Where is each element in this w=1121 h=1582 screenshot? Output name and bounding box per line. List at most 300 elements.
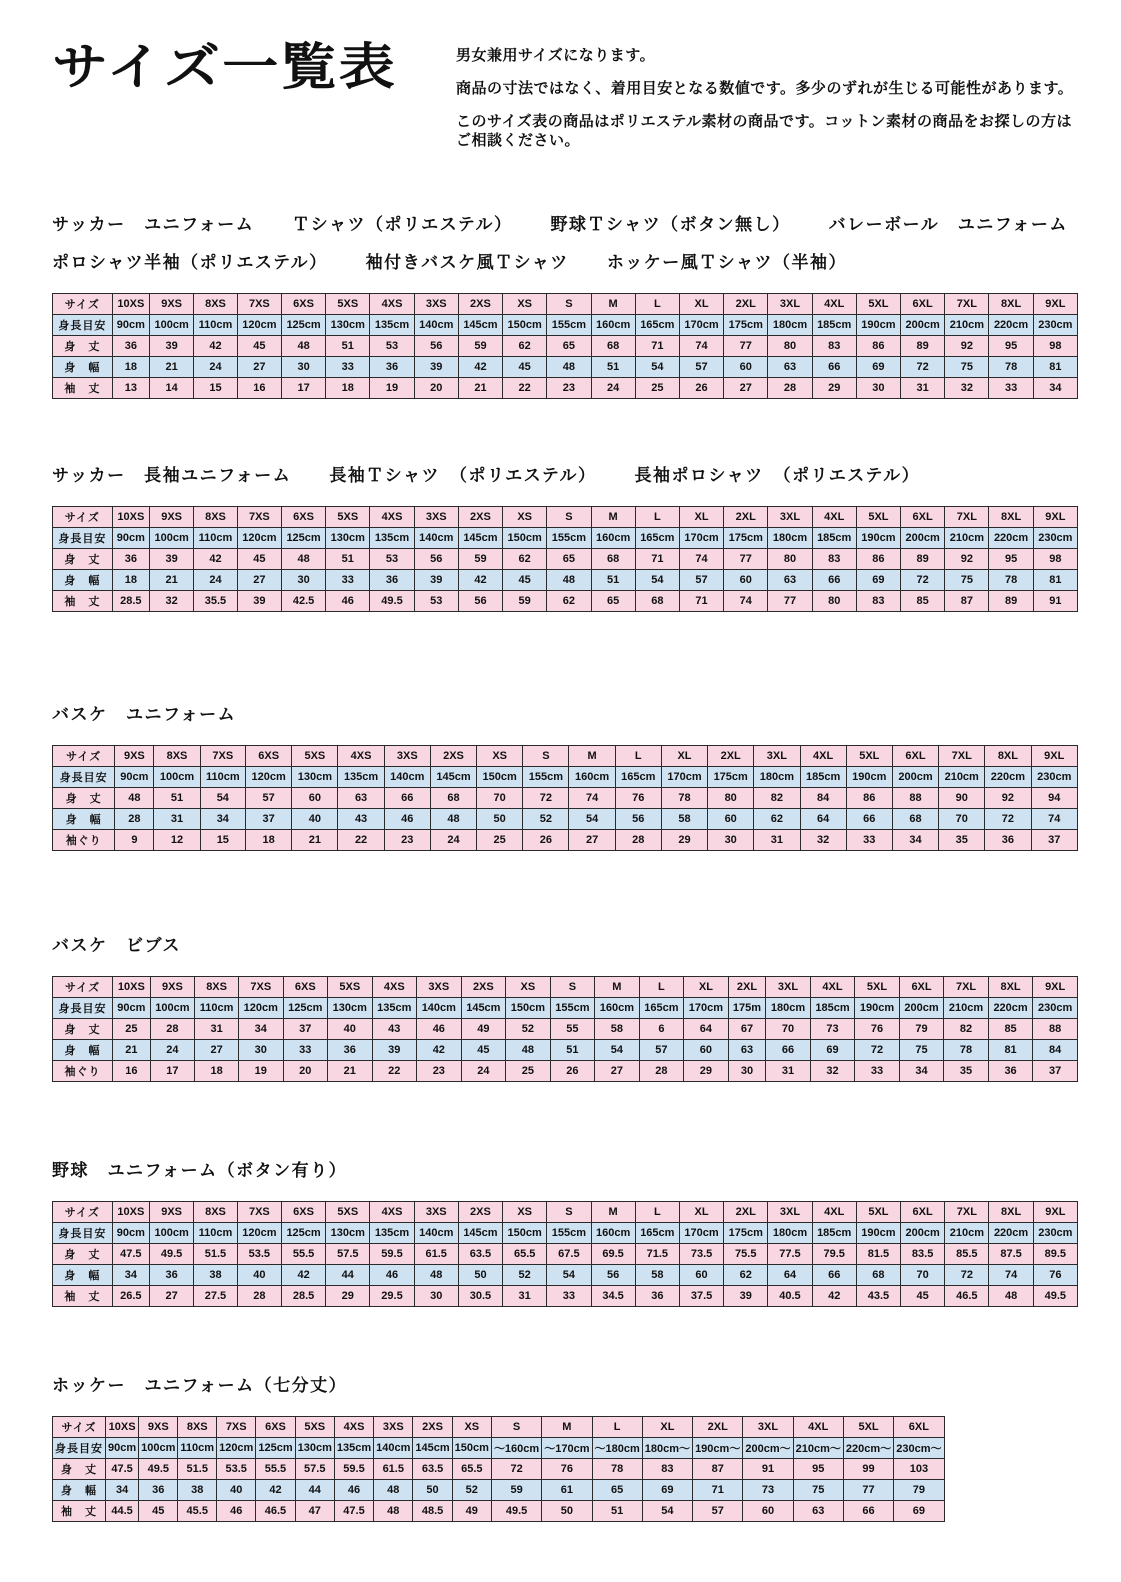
table-row <box>53 1019 1078 1040</box>
size-cell: 83 <box>812 549 856 570</box>
size-cell: 10XS <box>106 1417 139 1438</box>
size-cell: 100cm <box>150 528 194 549</box>
size-cell: 110cm <box>194 315 238 336</box>
size-cell: 165cm <box>635 315 679 336</box>
size-cell: 65.5 <box>452 1459 491 1480</box>
size-table <box>52 745 1078 851</box>
size-cell: 36 <box>112 549 149 570</box>
size-cell: 66 <box>812 570 856 591</box>
size-cell: 3XL <box>766 977 811 998</box>
size-cell: 43 <box>372 1019 417 1040</box>
size-cell: 85 <box>988 1019 1033 1040</box>
size-cell: 22 <box>338 830 384 851</box>
size-cell: 17 <box>281 378 325 399</box>
table-row <box>53 591 1078 612</box>
size-cell: 2XL <box>728 977 766 998</box>
size-cell: 170cm <box>679 528 723 549</box>
size-cell: 80 <box>768 336 812 357</box>
row-label: 袖ぐり <box>53 1061 113 1082</box>
size-cell: 69 <box>810 1040 855 1061</box>
size-cell: 51.5 <box>178 1459 217 1480</box>
size-cell: 47.5 <box>334 1501 373 1522</box>
size-cell: 4XL <box>800 746 846 767</box>
size-cell: 59 <box>503 591 547 612</box>
size-cell: 90cm <box>115 767 154 788</box>
size-cell: 26 <box>550 1061 595 1082</box>
size-cell: 45 <box>901 1286 945 1307</box>
size-cell: 3XS <box>374 1417 413 1438</box>
size-cell: 48 <box>115 788 154 809</box>
size-cell: S <box>547 507 591 528</box>
size-cell: 28.5 <box>281 1286 325 1307</box>
size-cell: 42 <box>458 570 502 591</box>
size-cell: 37 <box>1031 830 1077 851</box>
row-label: 身 幅 <box>53 809 115 830</box>
size-cell: 5XL <box>846 746 892 767</box>
size-cell: S <box>491 1417 541 1438</box>
size-cell: 66 <box>766 1040 811 1061</box>
size-cell: 145cm <box>461 998 506 1019</box>
row-label: 身長目安 <box>53 528 113 549</box>
size-cell: 45 <box>139 1501 178 1522</box>
size-cell: 63 <box>793 1501 843 1522</box>
size-cell: 76 <box>542 1459 592 1480</box>
size-cell: 52 <box>523 809 569 830</box>
size-cell: 78 <box>661 788 707 809</box>
page-title: サイズ一覧表 <box>52 39 397 95</box>
size-cell: 36 <box>985 830 1031 851</box>
row-label: サイズ <box>53 977 113 998</box>
size-cell: 60 <box>724 357 768 378</box>
row-label: 身長目安 <box>53 1223 113 1244</box>
size-cell: 42.5 <box>281 591 325 612</box>
size-cell: 69.5 <box>591 1244 635 1265</box>
size-cell: 130cm <box>326 315 370 336</box>
size-cell: 33 <box>326 570 370 591</box>
row-label: 身 幅 <box>53 1480 106 1501</box>
size-cell: 26 <box>523 830 569 851</box>
size-cell: 33 <box>846 830 892 851</box>
product-heading: バレーボール ユニフォーム <box>828 215 1068 234</box>
table-row <box>53 1501 945 1522</box>
size-cell: 33 <box>326 357 370 378</box>
size-table <box>52 976 1078 1082</box>
size-cell: 28 <box>768 378 812 399</box>
size-cell: 200cm <box>901 315 945 336</box>
size-cell: 125cm <box>281 315 325 336</box>
size-cell: 18 <box>195 1061 239 1082</box>
size-cell: 51 <box>326 549 370 570</box>
size-cell: 185cm <box>812 315 856 336</box>
size-cell: 78 <box>989 357 1033 378</box>
size-cell: 54 <box>595 1040 640 1061</box>
size-cell: 76 <box>855 1019 900 1040</box>
size-cell: 4XL <box>812 294 856 315</box>
size-cell: 89 <box>901 549 945 570</box>
size-cell: 5XS <box>326 294 370 315</box>
size-cell: 60 <box>292 788 338 809</box>
size-cell: 160cm <box>595 998 640 1019</box>
row-label: 身 丈 <box>53 549 113 570</box>
size-cell: 57 <box>679 570 723 591</box>
size-cell: 150cm <box>503 1223 547 1244</box>
size-cell: 10XS <box>112 294 149 315</box>
size-cell: 98 <box>1033 336 1077 357</box>
size-cell: 160cm <box>569 767 615 788</box>
size-cell: 8XS <box>195 977 239 998</box>
size-cell: 230cm <box>1033 315 1077 336</box>
size-cell: 80 <box>708 788 754 809</box>
size-cell: 3XL <box>754 746 800 767</box>
size-cell: 220cm <box>988 998 1033 1019</box>
size-cell: 6XS <box>283 977 328 998</box>
size-cell: 88 <box>892 788 938 809</box>
size-cell: 51.5 <box>194 1244 238 1265</box>
size-cell: 30 <box>281 357 325 378</box>
section-heading <box>52 700 1078 725</box>
size-cell: 73 <box>743 1480 793 1501</box>
size-cell: 36 <box>370 570 414 591</box>
size-cell: 49 <box>452 1501 491 1522</box>
size-cell: 53 <box>370 336 414 357</box>
size-cell: 56 <box>591 1265 635 1286</box>
size-cell: 120cm <box>237 315 281 336</box>
size-cell: 46 <box>417 1019 462 1040</box>
size-cell: 2XL <box>724 507 768 528</box>
size-cell: 165cm <box>639 998 684 1019</box>
size-cell: 210cm <box>945 528 989 549</box>
size-cell: 54 <box>569 809 615 830</box>
size-cell: 48 <box>989 1286 1033 1307</box>
size-cell: 71 <box>635 549 679 570</box>
size-cell: XL <box>642 1417 692 1438</box>
size-cell: 9XS <box>150 977 195 998</box>
size-cell: 69 <box>642 1480 692 1501</box>
size-cell: 59 <box>458 549 502 570</box>
size-cell: 71 <box>679 591 723 612</box>
size-cell: 48 <box>430 809 476 830</box>
page-header <box>52 40 1078 164</box>
size-cell: 98 <box>1033 549 1077 570</box>
size-cell: 46.5 <box>945 1286 989 1307</box>
size-cell: 3XL <box>768 507 812 528</box>
size-cell: 100cm <box>150 315 194 336</box>
table-row <box>53 809 1078 830</box>
table-row <box>53 570 1078 591</box>
size-cell: 83.5 <box>901 1244 945 1265</box>
size-cell: 68 <box>591 336 635 357</box>
size-cell: 46.5 <box>256 1501 295 1522</box>
size-cell: 75 <box>945 570 989 591</box>
size-cell: 180cm <box>768 1223 812 1244</box>
size-cell: XL <box>679 1202 723 1223</box>
size-cell: L <box>635 507 679 528</box>
size-cell: 2XL <box>708 746 754 767</box>
size-cell: 50 <box>413 1480 452 1501</box>
size-cell: 62 <box>503 549 547 570</box>
table-row <box>53 1265 1078 1286</box>
row-label: サイズ <box>53 294 113 315</box>
size-cell: 91 <box>1033 591 1077 612</box>
size-cell: 28 <box>237 1286 281 1307</box>
size-cell: 89 <box>901 336 945 357</box>
size-cell: 190cm <box>856 315 900 336</box>
size-cell: 38 <box>194 1265 238 1286</box>
size-cell: 30 <box>239 1040 284 1061</box>
size-cell: 53.5 <box>237 1244 281 1265</box>
size-cell: 37 <box>283 1019 328 1040</box>
size-cell: 200cm <box>899 998 944 1019</box>
size-cell: XS <box>452 1417 491 1438</box>
size-cell: 87.5 <box>989 1244 1033 1265</box>
row-label: 身長目安 <box>53 315 113 336</box>
table-row <box>53 830 1078 851</box>
size-cell: 48.5 <box>413 1501 452 1522</box>
size-cell: 35 <box>944 1061 989 1082</box>
size-cell: 34 <box>112 1265 149 1286</box>
table-row <box>53 1459 945 1480</box>
size-cell: 72 <box>901 357 945 378</box>
size-cell: 38 <box>178 1480 217 1501</box>
size-cell: 92 <box>945 336 989 357</box>
size-cell: 52 <box>506 1019 551 1040</box>
size-cell: 135cm <box>372 998 417 1019</box>
row-label: 袖 丈 <box>53 591 113 612</box>
row-label: 袖 丈 <box>53 378 113 399</box>
row-label: 身 丈 <box>53 1019 113 1040</box>
row-label: サイズ <box>53 1417 106 1438</box>
size-cell: 68 <box>635 591 679 612</box>
size-cell: 90 <box>939 788 985 809</box>
size-cell: 100cm <box>150 998 195 1019</box>
product-heading: ホッケー風Ｔシャツ（半袖） <box>606 253 847 272</box>
size-cell: 39 <box>724 1286 768 1307</box>
row-label: 身 幅 <box>53 1265 113 1286</box>
size-cell: 8XL <box>989 507 1033 528</box>
table-row <box>53 1480 945 1501</box>
row-label: 身 丈 <box>53 336 113 357</box>
size-cell: 54 <box>642 1501 692 1522</box>
size-cell: 58 <box>661 809 707 830</box>
size-cell: 36 <box>635 1286 679 1307</box>
size-cell: 4XL <box>793 1417 843 1438</box>
size-cell: 190cm <box>856 528 900 549</box>
size-cell: 175cm <box>724 1223 768 1244</box>
size-cell: 46 <box>217 1501 256 1522</box>
size-cell: 22 <box>503 378 547 399</box>
size-cell: 66 <box>846 809 892 830</box>
size-cell: 39 <box>372 1040 417 1061</box>
size-cell: 125cm <box>281 528 325 549</box>
size-cell: 4XS <box>370 1202 414 1223</box>
size-cell: 48 <box>414 1265 458 1286</box>
row-label: サイズ <box>53 746 115 767</box>
table-row <box>53 1438 945 1459</box>
size-cell: 160cm <box>591 528 635 549</box>
size-cell: 7XS <box>200 746 245 767</box>
size-cell: 30 <box>414 1286 458 1307</box>
size-cell: 180cm <box>754 767 800 788</box>
size-cell: 140cm <box>417 998 462 1019</box>
size-cell: 72 <box>901 570 945 591</box>
size-cell: 230cm <box>1033 1223 1077 1244</box>
size-cell: 18 <box>112 570 149 591</box>
size-cell: 32 <box>150 591 194 612</box>
size-cell: 230cm～ <box>894 1438 944 1459</box>
row-label: 身長目安 <box>53 1438 106 1459</box>
size-cell: 8XS <box>194 294 238 315</box>
size-cell: 28.5 <box>112 591 149 612</box>
size-cell: 27 <box>150 1286 194 1307</box>
size-cell: 3XL <box>768 294 812 315</box>
size-cell: 49.5 <box>370 591 414 612</box>
size-cell: 87 <box>693 1459 743 1480</box>
size-cell: 49 <box>461 1019 506 1040</box>
row-label: 袖 丈 <box>53 1286 113 1307</box>
size-cell: 72 <box>855 1040 900 1061</box>
size-cell: ～170cm <box>542 1438 592 1459</box>
size-cell: 65 <box>591 591 635 612</box>
size-cell: 45 <box>237 549 281 570</box>
size-cell: 55.5 <box>256 1459 295 1480</box>
size-cell: 6XS <box>281 1202 325 1223</box>
size-cell: 60 <box>684 1040 729 1061</box>
size-cell: 61 <box>542 1480 592 1501</box>
section-heading <box>52 461 1078 486</box>
size-cell: 9XS <box>115 746 154 767</box>
size-cell: 8XL <box>985 746 1031 767</box>
size-cell: 44 <box>326 1265 370 1286</box>
product-heading: 長袖Ｔシャツ （ポリエステル） <box>329 466 597 485</box>
size-cell: 2XL <box>724 294 768 315</box>
size-cell: 91 <box>743 1459 793 1480</box>
row-label: 身 幅 <box>53 357 113 378</box>
section-heading <box>52 1371 1078 1396</box>
size-cell: 71 <box>693 1480 743 1501</box>
product-heading: Ｔシャツ（ポリエステル） <box>292 215 513 234</box>
size-cell: 155cm <box>547 528 591 549</box>
size-cell: 3XS <box>414 294 458 315</box>
size-cell: 185cm <box>800 767 846 788</box>
size-cell: 15 <box>200 830 245 851</box>
size-cell: 28 <box>150 1019 195 1040</box>
size-cell: 150cm <box>503 528 547 549</box>
size-cell: 47.5 <box>112 1244 149 1265</box>
row-label: サイズ <box>53 1202 113 1223</box>
size-cell: S <box>550 977 595 998</box>
size-cell: 44 <box>295 1480 334 1501</box>
size-cell: 56 <box>615 809 661 830</box>
size-cell: 63 <box>338 788 384 809</box>
size-cell: M <box>591 1202 635 1223</box>
size-cell: 69 <box>894 1501 944 1522</box>
size-cell: 56 <box>414 336 458 357</box>
size-cell: 120cm <box>239 998 284 1019</box>
size-cell: 150cm <box>503 315 547 336</box>
size-section <box>52 1371 1078 1522</box>
size-cell: 60 <box>708 809 754 830</box>
size-section <box>52 700 1078 851</box>
table-row <box>53 788 1078 809</box>
size-cell: 71.5 <box>635 1244 679 1265</box>
size-cell: 6XL <box>901 507 945 528</box>
size-cell: 185cm <box>812 528 856 549</box>
size-cell: 16 <box>237 378 281 399</box>
size-cell: 7XL <box>945 1202 989 1223</box>
size-cell: 55.5 <box>281 1244 325 1265</box>
size-cell: 68 <box>892 809 938 830</box>
size-cell: 7XS <box>237 294 281 315</box>
size-cell: 103 <box>894 1459 944 1480</box>
size-cell: 5XS <box>326 1202 370 1223</box>
size-cell: 58 <box>595 1019 640 1040</box>
size-cell: 47 <box>295 1501 334 1522</box>
size-cell: 84 <box>800 788 846 809</box>
size-cell: ～160cm <box>491 1438 541 1459</box>
size-cell: 49.5 <box>1033 1286 1077 1307</box>
size-cell: 48 <box>547 357 591 378</box>
size-cell: 135cm <box>338 767 384 788</box>
size-cell: 29 <box>684 1061 729 1082</box>
size-cell: 62 <box>754 809 800 830</box>
size-cell: M <box>542 1417 592 1438</box>
sections <box>52 210 1078 1522</box>
table-row <box>53 378 1078 399</box>
size-cell: 73.5 <box>679 1244 723 1265</box>
size-cell: 20 <box>283 1061 328 1082</box>
size-cell: 95 <box>793 1459 843 1480</box>
size-cell: 145cm <box>458 528 502 549</box>
size-cell: 72 <box>523 788 569 809</box>
size-cell: 42 <box>194 549 238 570</box>
size-cell: 48 <box>281 549 325 570</box>
size-cell: 57 <box>693 1501 743 1522</box>
size-cell: 3XS <box>384 746 430 767</box>
size-cell: 42 <box>281 1265 325 1286</box>
size-cell: 230cm <box>1033 528 1077 549</box>
size-cell: 12 <box>154 830 200 851</box>
size-cell: 7XL <box>945 294 989 315</box>
size-cell: 82 <box>944 1019 989 1040</box>
size-cell: 59.5 <box>370 1244 414 1265</box>
size-cell: 21 <box>292 830 338 851</box>
size-cell: 110cm <box>200 767 245 788</box>
size-cell: 120cm <box>237 528 281 549</box>
size-cell: 77 <box>724 549 768 570</box>
size-cell: 5XS <box>326 507 370 528</box>
size-cell: 9XL <box>1033 1202 1077 1223</box>
table-row <box>53 1417 945 1438</box>
row-label: 身長目安 <box>53 767 115 788</box>
size-cell: 22 <box>372 1061 417 1082</box>
size-cell: 190cm <box>856 1223 900 1244</box>
size-cell: 185cm <box>812 1223 856 1244</box>
size-cell: 6XL <box>894 1417 944 1438</box>
size-cell: 88 <box>1033 1019 1078 1040</box>
size-cell: 46 <box>326 591 370 612</box>
size-table <box>52 293 1078 399</box>
table-row <box>53 507 1078 528</box>
row-label: 身 幅 <box>53 570 113 591</box>
size-cell: 48 <box>506 1040 551 1061</box>
size-cell: 45.5 <box>178 1501 217 1522</box>
size-cell: 50 <box>458 1265 502 1286</box>
size-cell: 180cm <box>766 998 811 1019</box>
size-cell: 155cm <box>523 767 569 788</box>
size-cell: 33 <box>989 378 1033 399</box>
size-cell: 24 <box>150 1040 195 1061</box>
size-cell: XS <box>477 746 523 767</box>
